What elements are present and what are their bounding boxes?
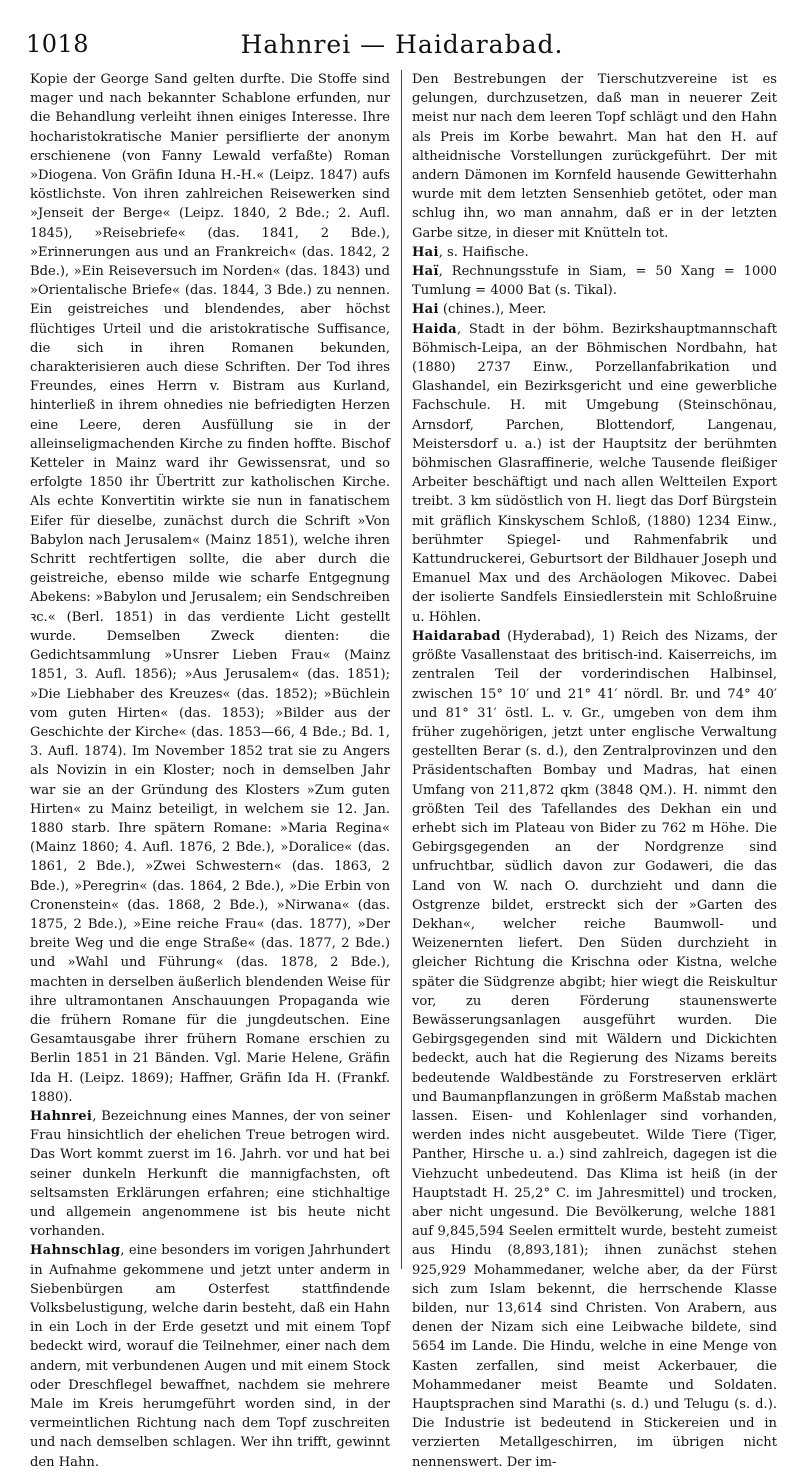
left-column <box>30 70 390 1470</box>
entry-text: , Bezeichnung eines Mannes, der von seiner Frau hinsichtlich der ehelichen Treue betrogen wird. Das Wort kommt zuerst im 16. Jahrh. vor und hat bei seiner dunkeln Herkunft die mannigfachsten, oft seltsamsten Erklärungen erfahren; eine stichhaltige und allgemein angenommene ist bis heute nicht vorhanden. <box>30 1108 390 1240</box>
entry-hai-siam <box>412 262 777 300</box>
entry-text: , Rechnungsstufe in Siam, = 50 Xang = 1000 Tumlung = 4000 Bat (s. Tikal). <box>412 264 777 299</box>
headword: Haï <box>412 264 439 280</box>
entry-text: , s. Haifische. <box>438 244 529 260</box>
entry-hai-chines <box>412 300 777 319</box>
entry-text: , eine besonders im vorigen Jahrhundert in Aufnahme gekommene und jetzt unter anderm in Siebenbürgen am Osterfest stattfindende Volksbelustigung, welche darin besteht, daß ein Hahn in ein Loch in der Erde gesetzt und mit einem Topf bedeckt wird, worauf die Teilnehmer, einer nach dem andern, mit verbundenen Augen und mit einem Stock oder Dreschflegel bewaffnet, nachdem sie mehrere Male im Kreis herumgeführt worden sind, in der vermeintlichen Richtung nach dem Topf zuschreiten und nach demselben schlagen. Wer ihn trifft, gewinnt den Hahn. <box>30 1243 390 1470</box>
entry-hahnschlag <box>30 1241 390 1471</box>
entry-hahnrei <box>30 1107 390 1241</box>
headword: Haida <box>412 321 457 337</box>
entry-text: (chines.), Meer. <box>438 302 547 318</box>
column-divider <box>401 70 402 1269</box>
page-header <box>22 0 782 64</box>
continuation-text: Den Bestrebungen der Tierschutzvereine ist es gelungen, durchzusetzen, daß man in neuerer Zeit meist nur nach dem leeren Topf schlägt und den Hahn als Preis im Korbe bewahrt. Man hat den H. auf altheidnische Vorstellungen zurückgeführt. Der mit andern Dämonen im Kornfeld hausende Gewitterhahn wurde mit dem letzten Sensenhieb getötet, oder man schlug ihn, wo man annahm, daß er in der letzten Garbe sitze, in dieser mit Knütteln tot. <box>412 72 777 241</box>
headword: Hahnschlag <box>30 1243 121 1259</box>
entry-haidarabad <box>412 627 777 1472</box>
page-number: 1018 <box>26 30 90 58</box>
continuation-text: Kopie der George Sand gelten durfte. Die Stoffe sind mager und nach bekannter Schablone erfunden, nur die Behandlung verleiht ihnen einiges Interesse. Ihre hocharistokratische Manier persiflierte der anonym erschienene (von Fanny Lewald verfaßte) Roman »Diogena. Von Gräfin Iduna H.-H.« (Leipz. 1847) aufs köstlichste. Von ihren zahlreichen Reisewerken sind »Jenseit der Berge« (Leipz. 1840, 2 Bde.; 2. Aufl. 1845), »Reisebriefe« (das. 1841, 2 Bde.), »Erinnerungen aus und an Frankreich« (das. 1842, 2 Bde.), »Ein Reiseversuch im Norden« (das. 1843) und »Orientalische Briefe« (das. 1844, 3 Bde.) zu nennen. Ein geistreiches und blendendes, aber höchst flüchtiges Urteil und die aristokratische Suffisance, die sich in ihren Romanen bekunden, charakterisieren auch diese Schriften. Der Tod ihres Freundes, eines Herrn v. Bistram aus Kurland, hinterließ in ihrem ohnedies nie befriedigten Herzen eine Leere, deren Ausfüllung sie in der alleinseligmachenden Kirche zu finden hoffte. Bischof Ketteler in Mainz ward ihr Gewissensrat, und so erfolgte 1850 ihr Übertritt zur katholischen Kirche. Als echte Konvertitin wirkte sie nun in fanatischem Eifer für dieselbe, zunächst durch die Schrift »Von Babylon nach Jerusalem« (Mainz 1851), welche ihren Schritt rechtfertigen sollte, die aber durch die geistreiche, ebenso milde wie scharfe Entgegnung Abekens: »Babylon und Jerusalem; ein Sendschreiben ꝛc.« (Berl. 1851) in das verdiente Licht gestellt wurde. Demselben Zweck dienten: die Gedichtsammlung »Unsrer Lieben Frau« (Mainz 1851, 3. Aufl. 1856); »Aus Jerusalem« (das. 1851); »Die Liebhaber des Kreuzes« (das. 1852); »Büchlein vom guten Hirten« (das. 1853); »Bilder aus der Geschichte der Kirche« (das. 1853—66, 4 Bde.; Bd. 1, 3. Aufl. 1874). Im November 1852 trat sie zu Angers als Novizin in ein Kloster; noch in demselben Jahr war sie an der Gründung des Klosters »Zum guten Hirten« zu Mainz beteiligt, in welchem sie 12. Jan. 1880 starb. Ihre spätern Romane: »Maria Regina« (Mainz 1860; 4. Aufl. 1876, 2 Bde.), »Doralice« (das. 1861, 2 Bde.), »Zwei Schwestern« (das. 1863, 2 Bde.), »Peregrin« (das. 1864, 2 Bde.), »Die Erbin von Cronenstein« (das. 1868, 2 Bde.), »Nirwana« (das. 1875, 2 Bde.), »Eine reiche Frau« (das. 1877), »Der breite Weg und die enge Straße« (das. 1877, 2 Bde.) und »Wahl und Führung« (das. 1878, 2 Bde.), machten in derselben äußerlich blendenden Weise für ihre ultramontanen Anschauungen Propaganda wie die frühern Romane für die jungdeutschen. Eine Gesamtausgabe ihrer frühern Romane erschien zu Berlin 1851 in 21 Bänden. Vgl. Marie Helene, Gräfin Ida H. (Leipz. 1869); Haffner, Gräfin Ida H. (Frankf. 1880). <box>30 72 390 1105</box>
text-columns <box>30 70 780 1470</box>
headword: Hai <box>412 244 439 260</box>
entry-text: , Stadt in der böhm. Bezirkshauptmannschaft Böhmisch-Leipa, an der Böhmischen Nordbahn, hat (1880) 2737 Einw., Porzellanfabrikation und Glashandel, ein Bezirksgericht und eine gewerbliche Fachschule. H. mit Umgebung (Steinschönau, Arnsdorf, Parchen, Blottendorf, Langenau, Meistersdorf u. a.) ist der Hauptsitz der berühmten böhmischen Glasraffinerie, welche Tausende fleißiger Arbeiter beschäftigt und nach allen Weltteilen Export treibt. 3 km südöstlich von H. liegt das Dorf Bürgstein mit gräflich Kinskyschem Schloß, (1880) 1234 Einw., berühmter Spiegel- und Rahmenfabrik und Kattundruckerei, Geburtsort der Bildhauer Joseph und Emanuel Max und des Archäologen Mikovec. Dabei der isolierte Sandfels Einsiedlerstein mit Schloßruine u. Höhlen. <box>412 321 777 625</box>
right-column <box>412 70 777 1470</box>
headword: Hai <box>412 302 439 318</box>
entry-text: (Hyderabad), 1) Reich des Nizams, der größte Vasallenstaat des britisch-ind. Kaiserreichs, im zentralen Teil der vorderindischen Halbinsel, zwischen 15° 10′ und 21° 41′ nördl. Br. und 74° 40′ und 81° 31′ östl. L. v. Gr., umgeben von dem ihm früher zugehörigen, jetzt unter englische Verwaltung gestellten Berar (s. d.), den Zentralprovinzen und den Präsidentschaften Bombay und Madras, hat einen Umfang von 211,872 qkm (3848 QM.). H. nimmt den größten Teil des Tafellandes des Dekhan ein und erhebt sich im Plateau von Bider zu 762 m Höhe. Die Gebirgsgegenden an der Nordgrenze sind unfruchtbar, südlich davon zur Godaweri, die das Land von W. nach O. durchzieht und dann die Ostgrenze bildet, erstreckt sich der »Garten des Dekhan«, welcher reiche Baumwoll- und Weizenernten liefert. Den Süden durchzieht in gleicher Richtung die Krischna oder Kistna, welche später die Südgrenze abgibt; hier wiegt die Reiskultur vor, zu deren Förderung staunenswerte Bewässerungsanlagen ausgeführt wurden. Die Gebirgsgegenden sind mit Wäldern und Dickichten bedeckt, auch hat die Regierung des Nizams bereits bedeutende Waldbestände zu Forstreserven erklärt und Baumanpflanzungen in größerm Maßstab machen lassen. Eisen- und Kohlenlager sind vorhanden, werden indes nicht ausgebeutet. Wilde Tiere (Tiger, Panther, Hirsche u. a.) sind zahlreich, dagegen ist die Viehzucht unbedeutend. Das Klima ist heiß (in der Hauptstadt H. 25,2° C. im Jahresmittel) und trocken, aber nicht ungesund. Die Bevölkerung, welche 1881 auf 9,845,594 Seelen ermittelt wurde, besteht zumeist aus Hindu (8,893,181); ihnen zunächst stehen 925,929 Mohammedaner, welche aber, da der Fürst sich zum Islam bekennt, die herrschende Klasse bilden, nur 13,614 sind Christen. Von Arabern, aus denen der Nizam sich eine Leibwache bildete, sind 5654 im Lande. Die Hindu, welche in eine Menge von Kasten zerfallen, sind meist Ackerbauer, die Mohammedaner meist Beamte und Soldaten. Hauptsprachen sind Marathi (s. d.) und Telugu (s. d.). Die Industrie ist bedeutend in Stickereien und in verzierten Metallgeschirren, im übrigen nicht nennenswert. Der im- <box>412 628 777 1470</box>
headword: Haidarabad <box>412 628 501 644</box>
headword: Hahnrei <box>30 1108 93 1124</box>
entry-hai-haifische <box>412 243 777 262</box>
entry-haida <box>412 320 777 627</box>
running-head: Hahnrei — Haidarabad. <box>240 30 564 59</box>
